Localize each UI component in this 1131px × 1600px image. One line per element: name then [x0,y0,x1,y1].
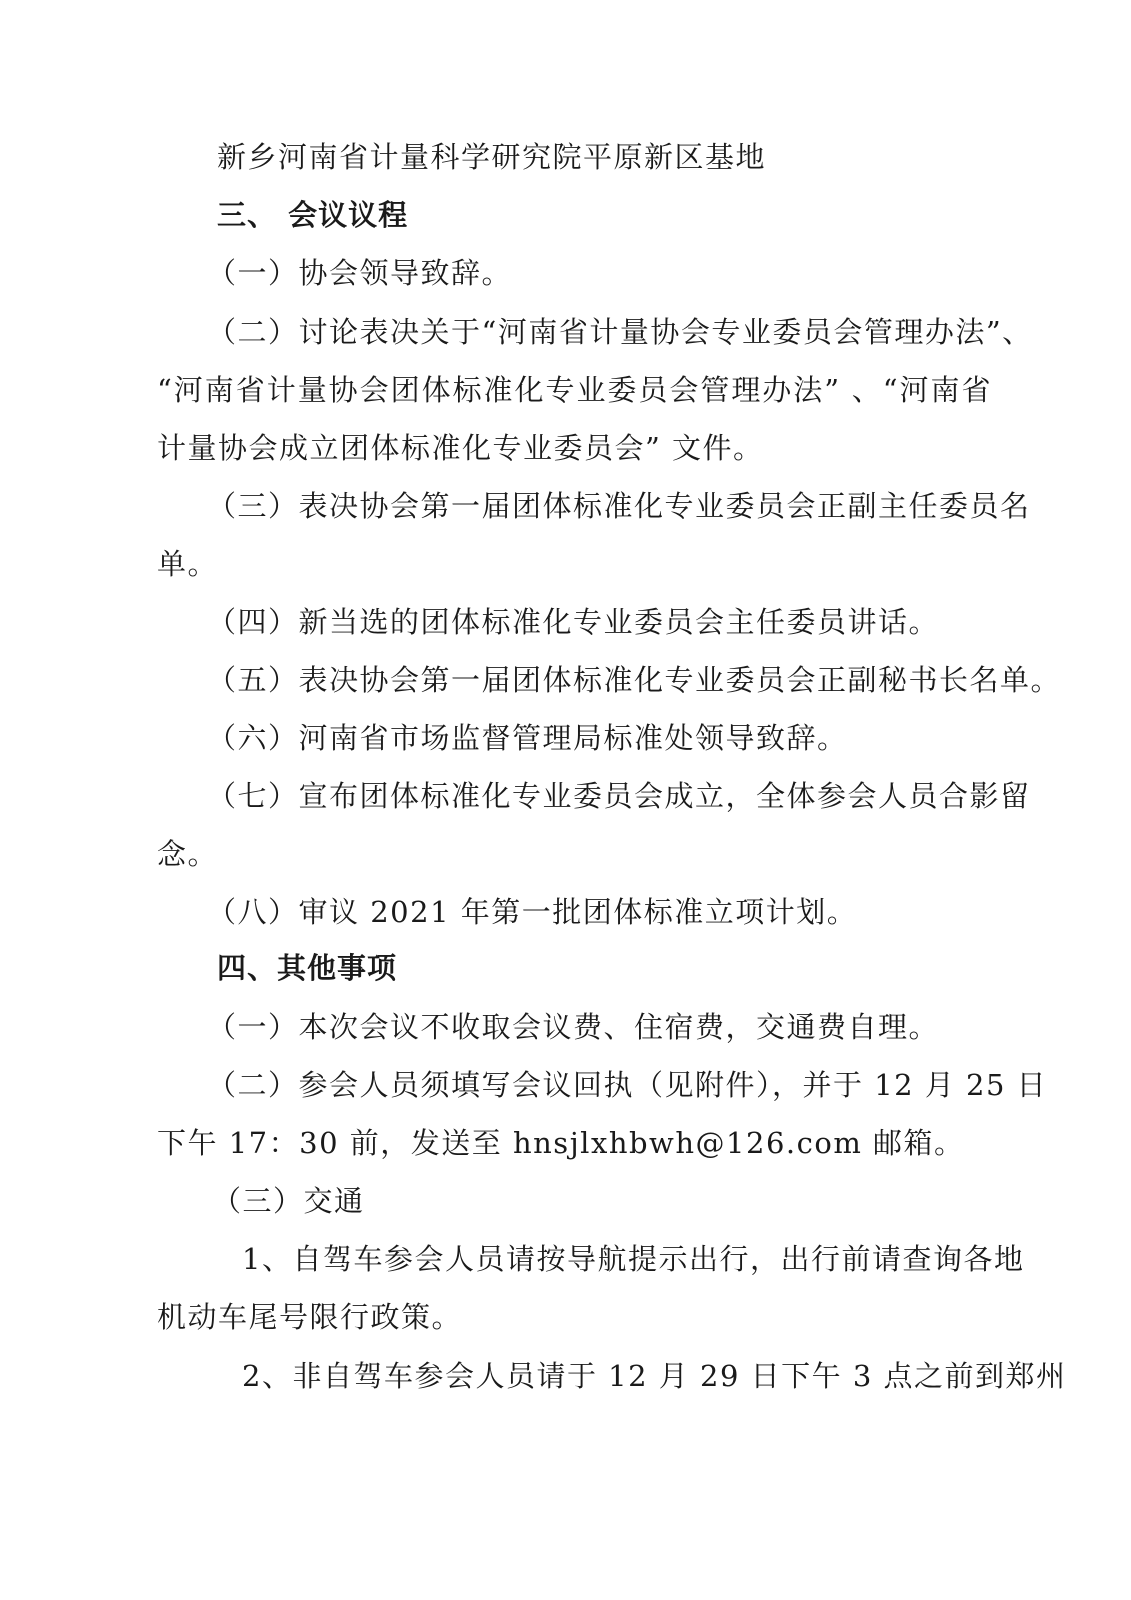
other-item-2-line-1: （二）参会人员须填写会议回执（见附件），并于 12 月 25 日 [207,1068,1048,1102]
agenda-item-8: （八）审议 2021 年第一批团体标准立项计划。 [207,895,858,929]
transport-item-1-line-2: 机动车尾号限行政策。 [157,1300,463,1334]
agenda-item-2-line-2: “河南省计量协会团体标准化专业委员会管理办法” 、“河南省 [157,373,992,407]
agenda-item-6: （六）河南省市场监督管理局标准处领导致辞。 [207,721,848,755]
location-line: 新乡河南省计量科学研究院平原新区基地 [217,140,767,174]
section-heading-other-matters: 四、其他事项 [217,951,398,985]
other-item-3-transport: （三）交通 [212,1184,365,1218]
agenda-item-2-line-3: 计量协会成立团体标准化专业委员会” 文件。 [157,431,764,465]
other-item-2-line-2: 下午 17：30 前，发送至 hnsjlxhbwh@126.com 邮箱。 [157,1126,965,1160]
agenda-item-3-line-1: （三）表决协会第一届团体标准化专业委员会正副主任委员名 [207,489,1031,523]
agenda-item-4: （四）新当选的团体标准化专业委员会主任委员讲话。 [207,605,940,639]
agenda-item-2-line-1: （二）讨论表决关于“河南省计量协会专业委员会管理办法”、 [207,315,1033,349]
agenda-item-3-line-2: 单。 [157,547,219,581]
agenda-item-7-line-1: （七）宣布团体标准化专业委员会成立，全体参会人员合影留 [207,779,1031,813]
section-heading-agenda: 三、 会议议程 [217,198,409,232]
transport-item-2-line-1: 2、非自驾车参会人员请于 12 月 29 日下午 3 点之前到郑州 [242,1359,1067,1393]
transport-item-1-line-1: 1、自驾车参会人员请按导航提示出行，出行前请查询各地 [242,1242,1025,1276]
agenda-item-1: （一）协会领导致辞。 [207,256,513,290]
agenda-item-7-line-2: 念。 [157,837,219,871]
other-item-1: （一）本次会议不收取会议费、住宿费，交通费自理。 [207,1010,940,1044]
agenda-item-5: （五）表决协会第一届团体标准化专业委员会正副秘书长名单。 [207,663,1062,697]
